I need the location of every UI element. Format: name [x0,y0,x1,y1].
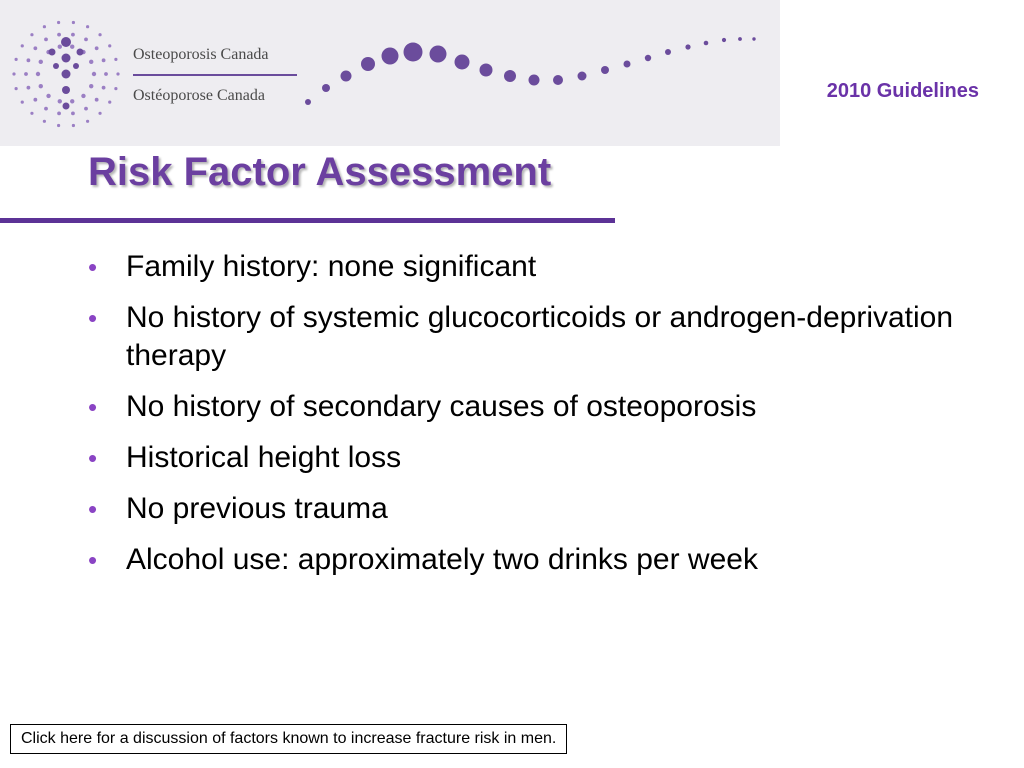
guidelines-label: 2010 Guidelines [826,80,979,102]
bullet-item [88,490,988,528]
org-name-french: Ostéoporose Canada [133,87,265,104]
bullet-icon: • [88,494,98,524]
bullet-item [88,541,988,579]
dot-wave-icon [300,20,760,130]
bullet-text: Family history: none significant [126,250,537,283]
org-name-divider [133,74,297,76]
bullet-icon: • [88,252,98,282]
fracture-risk-discussion-link[interactable]: Click here for a discussion of factors known to increase fracture risk in men. [10,724,567,754]
bullet-icon: • [88,303,98,333]
bullet-item [88,248,988,286]
bullet-icon: • [88,392,98,422]
bullet-item [88,299,988,375]
org-name-english: Osteoporosis Canada [133,46,269,63]
bullet-text: Historical height loss [126,441,402,474]
bullet-text: No history of secondary causes of osteoporosis [126,390,757,423]
bullet-list [88,248,988,592]
title-underline [0,218,615,223]
bullet-text: No previous trauma [126,492,388,525]
bullet-item [88,439,988,477]
bullet-item [88,388,988,426]
slide-title: Risk Factor Assessment [88,150,552,194]
bullet-icon: • [88,443,98,473]
bullet-text: No history of systemic glucocorticoids or androgen-deprivation therapy [126,301,954,372]
bullet-text: Alcohol use: approximately two drinks per week [126,543,758,576]
dotted-circle-logo-icon [10,18,122,130]
bullet-icon: • [88,545,98,575]
header-band [0,0,780,146]
